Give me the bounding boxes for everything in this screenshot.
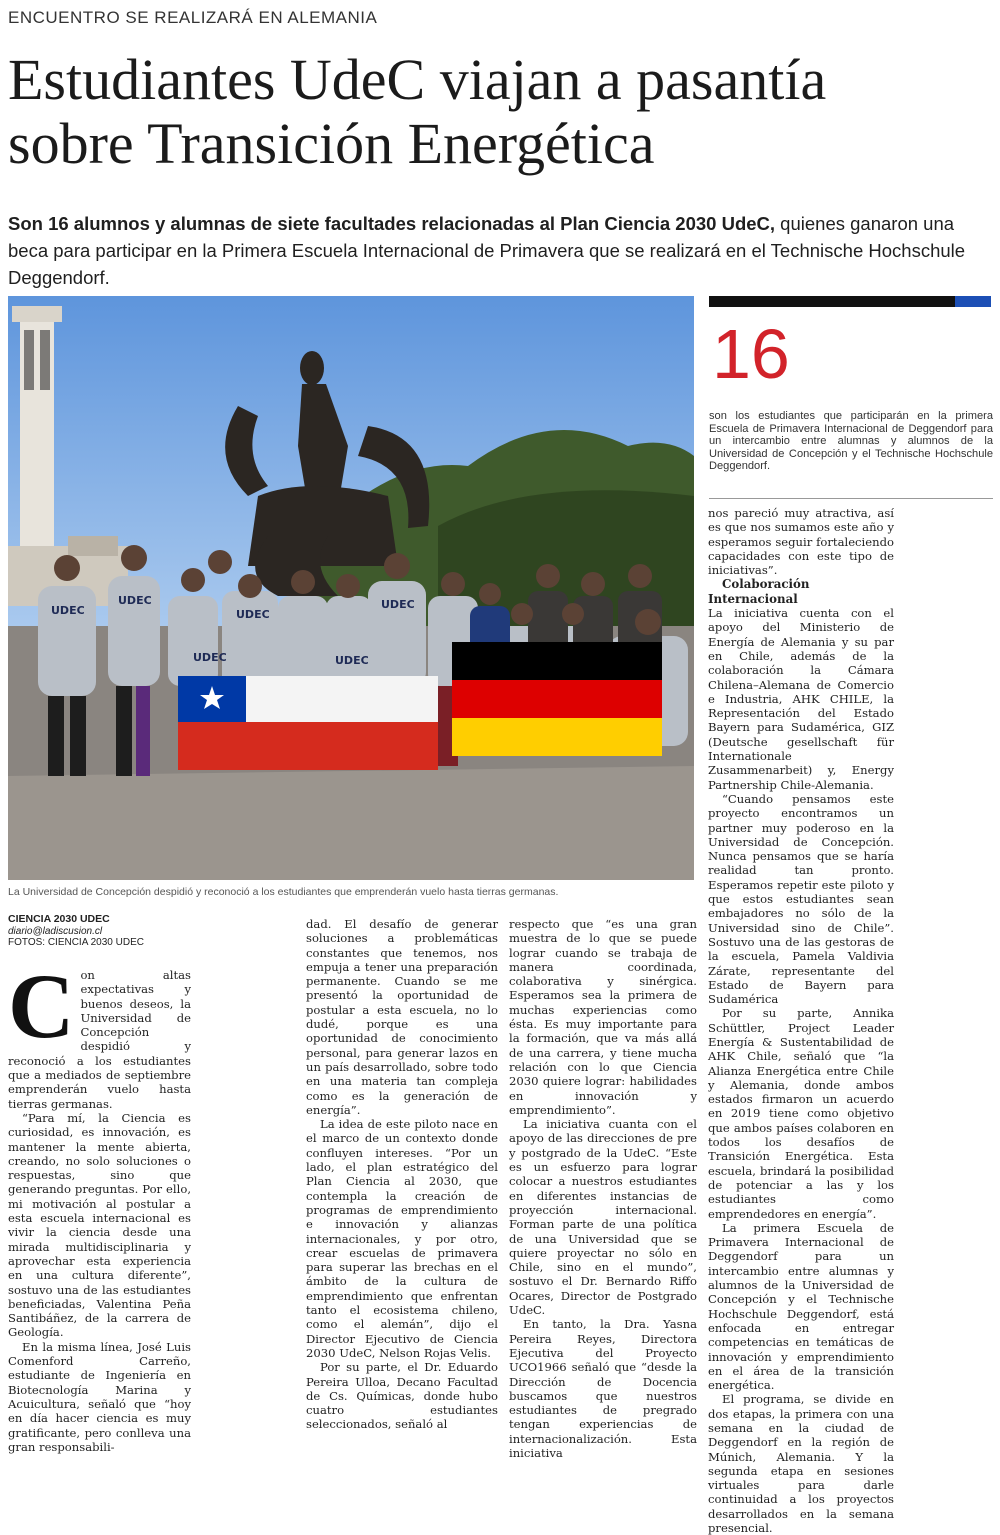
deck-rest: quienes ganaron una beca para participar en la Primera Escuela Internacional de Primavera que se realizará en el Technische Hochschule Deggendorf.: [8, 213, 966, 288]
paragraph: “Cuando pensamos este proyecto encontramos un partner muy poderoso en la Universidad de Concepción. Nunca pensamos que se haría realidad tan pronto. Esperamos repetir este piloto y que estos estudiantes sean embajadores no sólo de la Universidad sino de Chile”. Sostuvo una de las gestoras de la escuela, Pamela Valdivia Zárate, representante del Estado de Bayern para Sudamérica: [708, 791, 894, 1007]
photo-caption: La Universidad de Concepción despidió y reconoció a los estudiantes que emprenderán vuelo hasta tierras germanas.: [8, 886, 559, 898]
paragraph: El programa, se divide en dos etapas, la primera con una semana en la ciudad de Deggendorf en la región de Múnich, Alemania. Y la segunda etapa en sesiones virtuales para darle continuidad a los proyectos desarrollados en la semana presencial.: [708, 1392, 894, 1535]
body-column-1: [8, 955, 191, 1454]
headline: [8, 48, 998, 176]
group-photo: [8, 296, 694, 880]
body-column-3: [509, 917, 697, 1460]
body-column-2: [306, 917, 498, 1432]
sweatshirt-label: UDEC: [51, 604, 85, 617]
lead-paragraph: [8, 955, 191, 1111]
body-column-4: [708, 506, 894, 1535]
byline: [8, 914, 144, 949]
sweatshirt-label: UDEC: [236, 608, 270, 621]
paragraph: “Para mí, la Ciencia es curiosidad, es innovación, es mantener la mente abierta, creando, no solo soluciones o respuestas, sino que generando preguntas. Por ello, mi motivación al postular a esta escuela internacional es vivir la ciencia desde una mirada multidisciplinaria y aprovechar esta experiencia en una cultura diferente”, sostuvo una de las estudiantes beneficiadas, Valentina Peña Santibáñez, de la carrera de Geología.: [8, 1110, 191, 1340]
chile-flag: [178, 676, 438, 770]
germany-flag: [452, 642, 662, 756]
paragraph: respecto que “es una gran muestra de lo que se puede lograr cuando se trabaja de manera coordinada, colaborativa y sinérgica. Esperamos sea la primera de muchas experiencias como ésta. Es muy importante para la formación, que va más allá de una carrera, y tiene mucha relación con lo que Ciencia 2030 quiere lograr: habilidades en innovación y emprendimiento”.: [509, 917, 697, 1117]
photo-credit: FOTOS: CIENCIA 2030 UDEC: [8, 937, 144, 948]
lead-text: on altas expectativas y buenos deseos, la Universidad de Concepción despidió y reconoció a los estudiantes que a mediados de septiembre emprenderán vuelo hasta tierras germanas.: [8, 968, 191, 1111]
sidebar-text: son los estudiantes que participarán en la primera Escuela de Primavera Internacional de Deggendorf para un intercambio entre alumnas y alumnos de la Universidad de Concepción y el Technische Hochschule Deggendorf.: [709, 410, 993, 473]
paragraph: Por su parte, Annika Schüttler, Project Leader Energía & Sustentabilidad de AHK Chile, señaló que “la Alianza Energética entre Chile y Alemania, donde ambos estados firmaron un acuerdo en 2019 tiene como objetivo que ambos países colaboren en todos los desafíos de Transición Energética. Esta escuela, brindará la posibilidad de potenciar a las y los estudiantes como emprendedores en energía”.: [708, 1006, 894, 1221]
paragraph: Por su parte, el Dr. Eduardo Pereira Ulloa, Decano Facultad de Cs. Químicas, donde hubo cuatro estudiantes seleccionados, señaló al: [306, 1360, 498, 1432]
section-label: CIENCIA 2030 UDEC: [8, 913, 110, 925]
sweatshirt-label: UDEC: [118, 594, 152, 607]
sidebar-top-bar: [709, 296, 991, 307]
paragraph: La iniciativa cuanta con el apoyo de las direcciones de pre y postgrado de la UdeC. “Este es un esfuerzo para lograr colocar a nuestros estudiantes en diferentes instancias de proyección internacional. Forman parte de una política de una Universidad que se quiere proyectar no sólo en Chile, sino en el mundo”, sostuvo el Dr. Bernardo Riffo Ocares, Director de Postgrado UdeC.: [509, 1117, 697, 1318]
paragraph: La idea de este piloto nace en el marco de un contexto donde confluyen intereses. “Por un lado, el plan estratégico del Plan Ciencia al 2030, que contempla la creación de programas de emprendimiento e innovación y alianzas internacionales, y por otro, crear escuelas de primavera para superar las brechas en el ámbito de la cultura de emprendimiento que enfrentan tanto el ecosistema chileno, como el alemán”, dijo el Director Ejecutivo de Ciencia 2030 UdeC, Nelson Rojas Velis.: [306, 1117, 498, 1360]
sweatshirt-label: UDEC: [193, 651, 227, 664]
sidebar-big-number: 16: [712, 315, 790, 393]
paragraph: La iniciativa cuenta con el apoyo del Ministerio de Energía de Alemania y su par en Chile, además de la colaboración la Cámara Chilena–Alemana de Comercio e Industria, AHK CHILE, la Representación del Estado Bayern para Sudamérica, GIZ (Deutsche gesellschaft für Internationale Zusammenarbeit) y, Energy Partnership Chile-Alemania.: [708, 606, 894, 792]
kicker: ENCUENTRO SE REALIZARÁ EN ALEMANIA: [8, 8, 378, 27]
paragraph: dad. El desafío de generar soluciones a problemáticas constantes que tenemos, nos empuja a tener una preparación permanente. Cuando se me presentó la oportunidad de postular a esta escuela, no lo dudé, porque es una oportunidad de conocimiento personal, para generar lazos en un país desarrollado, sobre todo en una materia tan compleja como es la generación de energía”.: [306, 917, 498, 1117]
dropcap: C: [8, 955, 75, 1057]
sweatshirt-label: UDEC: [381, 598, 415, 611]
sidebar-accent-bar: [955, 296, 991, 307]
sidebar-divider: [709, 498, 993, 499]
sweatshirt-label: UDEC: [335, 654, 369, 667]
author-email[interactable]: diario@ladiscusion.cl: [8, 925, 103, 937]
headline-line-1: Estudiantes UdeC viajan a pasantía: [8, 47, 827, 112]
paragraph: En tanto, la Dra. Yasna Pereira Reyes, Directora Ejecutiva del Proyecto UCO1966 señaló que “desde la Dirección de Docencia buscamos que nuestros estudiantes de pregrado tengan experiencias de internacionalización. Esta iniciativa: [509, 1317, 697, 1460]
deck: [8, 210, 988, 291]
headline-line-2: sobre Transición Energética: [8, 111, 655, 176]
paragraph: La primera Escuela de Primavera Internacional de Deggendorf para un intercambio entre alumnas y alumnos de la Universidad de Concepción y el Technische Hochschule Deggendorf, está enfocada en entregar competencias en temáticas de innovación y emprendimiento en el área de la transición energética.: [708, 1220, 894, 1393]
subheading: Colaboración Internacional: [708, 577, 810, 606]
paragraph: En la misma línea, José Luis Comenford Carreño, estudiante de Ingeniería en Biotecnología Marina y Acuicultura, señaló que “hoy en día hacer ciencia es muy gratificante, pero conlleva una gran responsabili-: [8, 1339, 191, 1454]
paragraph: nos pareció muy atractiva, así es que nos sumamos este año y esperamos seguir fortaleciendo capacidades con este tipo de iniciativas”.: [708, 506, 894, 578]
deck-bold: Son 16 alumnos y alumnas de siete facultades relacionadas al Plan Ciencia 2030 UdeC,: [8, 213, 776, 234]
